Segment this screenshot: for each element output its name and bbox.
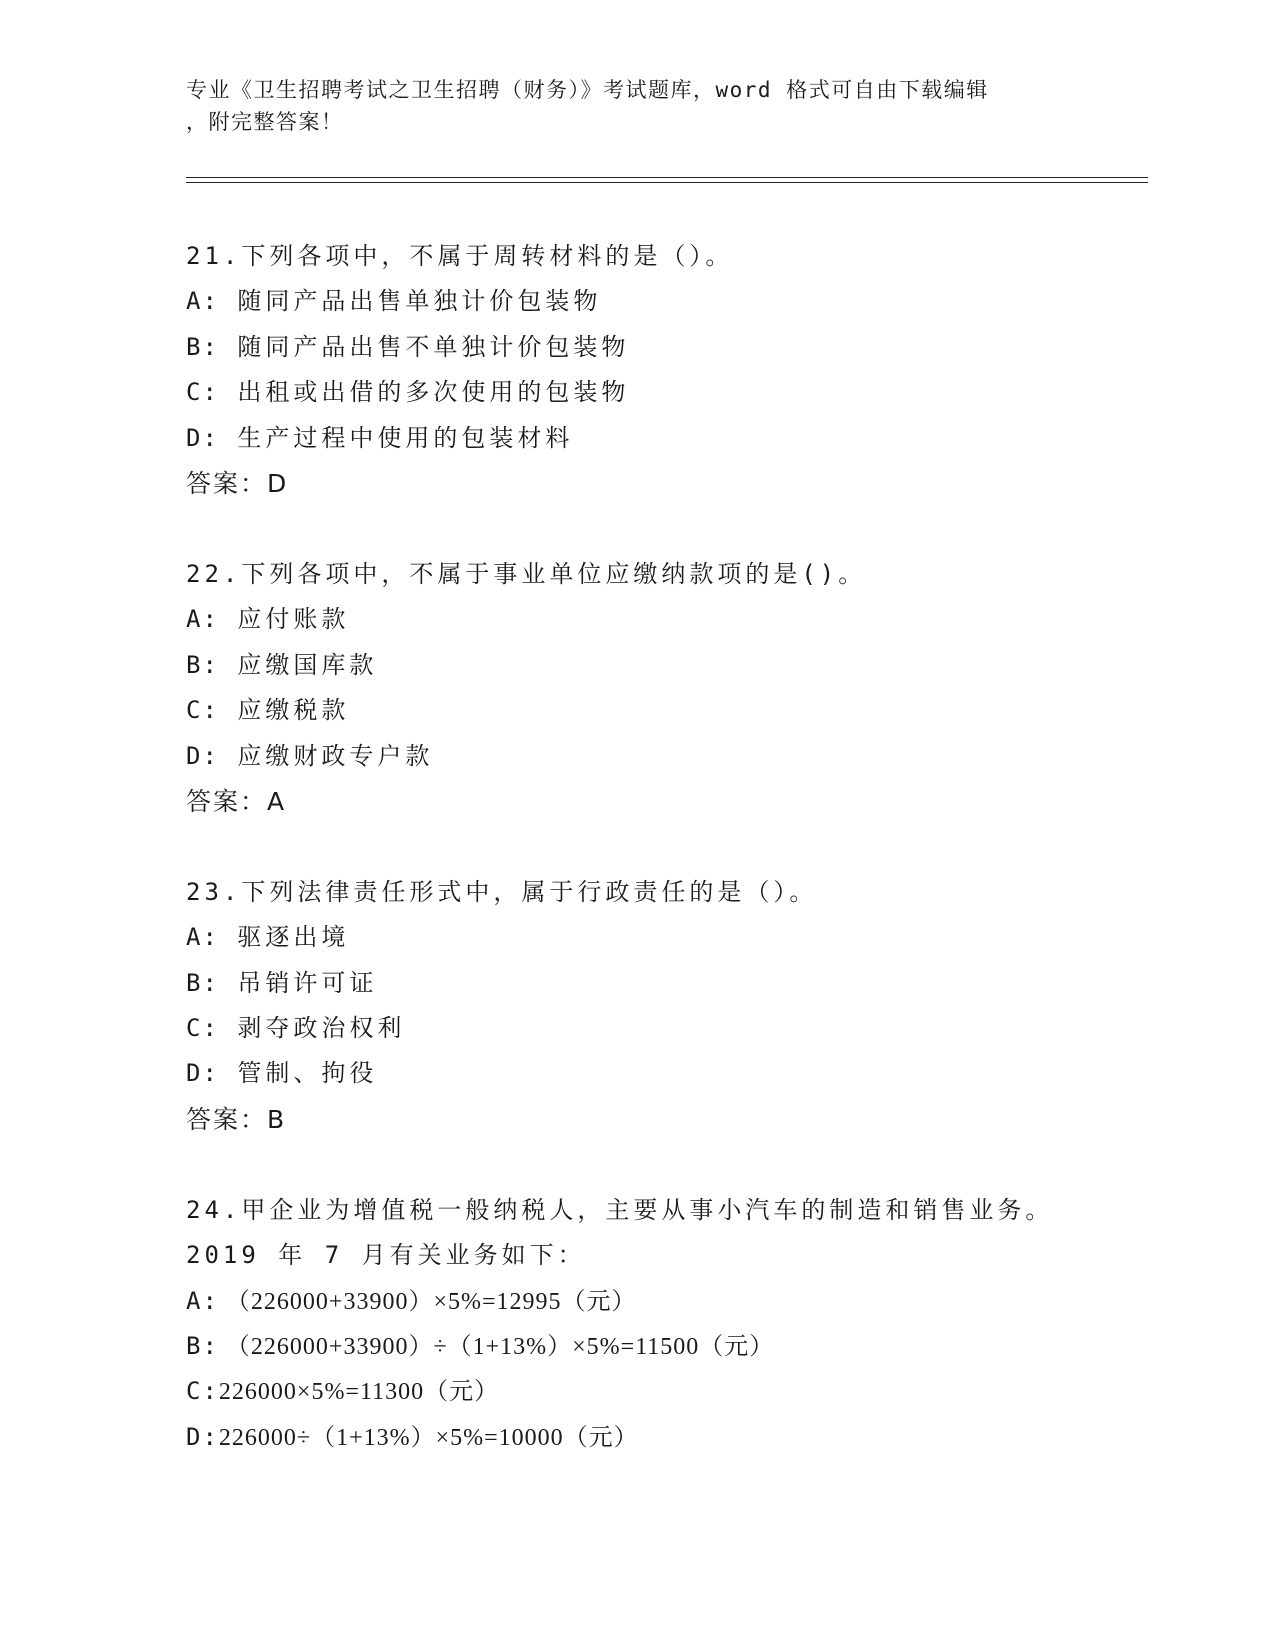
question-stem: 21.下列各项中，不属于周转材料的是（）。: [186, 242, 734, 270]
question-list: [186, 234, 1146, 1506]
option-text: 应缴财政专户款: [237, 741, 434, 770]
option-label: B:: [186, 332, 219, 361]
option-label: C:: [186, 1377, 219, 1406]
option-d: [186, 416, 1146, 461]
option-label: A:: [186, 1286, 219, 1315]
option-label: C:: [186, 1014, 219, 1043]
option-d: [186, 734, 1146, 779]
option-label: B:: [186, 650, 219, 679]
option-c: [186, 1369, 1146, 1414]
question-stem: 22.下列各项中，不属于事业单位应缴纳款项的是()。: [186, 559, 867, 588]
question-stem: 24.甲企业为增值税一般纳税人，主要从事小汽车的制造和销售业务。: [186, 1195, 1054, 1224]
option-label: D:: [186, 741, 219, 770]
header-divider-top: [186, 177, 1148, 178]
option-label: B:: [186, 968, 219, 997]
option-a: [186, 279, 1146, 324]
option-a: [186, 597, 1146, 642]
option-text: （226000+33900）×5%=12995（元）: [218, 1288, 637, 1315]
option-label: C:: [186, 696, 219, 725]
option-text: 226000÷（1+13%）×5%=10000（元）: [218, 1424, 639, 1451]
option-label: A:: [186, 287, 219, 316]
option-label: D:: [186, 423, 219, 452]
option-a: [186, 915, 1146, 960]
option-text: 226000×5%=11300（元）: [218, 1379, 500, 1406]
option-text: 应缴国库款: [237, 650, 378, 679]
option-text: 驱逐出境: [237, 923, 350, 952]
option-b: [186, 643, 1146, 688]
option-text: 吊销许可证: [237, 968, 378, 997]
option-text: 应缴税款: [237, 696, 350, 725]
option-text: （226000+33900）÷（1+13%）×5%=11500（元）: [218, 1334, 775, 1361]
option-label: D:: [186, 1059, 219, 1088]
option-label: A:: [186, 923, 219, 952]
option-text: 剥夺政治权利: [237, 1014, 406, 1043]
option-text: 生产过程中使用的包装材料: [237, 423, 574, 452]
option-label: B:: [186, 1332, 219, 1361]
option-label: C:: [186, 378, 219, 407]
question-22: [186, 552, 1146, 824]
option-text: 应付账款: [237, 605, 350, 634]
header-line-2: ，附完整答案！: [186, 110, 344, 134]
header-divider-bottom: [186, 182, 1148, 183]
option-b: [186, 325, 1146, 370]
option-b: [186, 961, 1146, 1006]
answer-line: 答案：A: [186, 786, 287, 816]
option-text: 管制、拘役: [237, 1059, 378, 1088]
option-text: 出租或出借的多次使用的包装物: [237, 378, 630, 407]
question-23: [186, 870, 1146, 1142]
option-d: [186, 1415, 1146, 1460]
option-c: [186, 688, 1146, 733]
option-text: 随同产品出售单独计价包装物: [237, 287, 602, 316]
option-a: [186, 1279, 1146, 1324]
option-label: A:: [186, 605, 219, 634]
option-d: [186, 1051, 1146, 1096]
option-c: [186, 370, 1146, 415]
answer-line: 答案：B: [186, 1104, 287, 1134]
question-24: [186, 1188, 1146, 1460]
answer-line: 答案：D: [186, 468, 289, 498]
option-b: [186, 1324, 1146, 1369]
option-c: [186, 1006, 1146, 1051]
document-header: [186, 74, 1086, 138]
option-label: D:: [186, 1422, 219, 1451]
header-line-1: 专业《卫生招聘考试之卫生招聘（财务）》考试题库，word 格式可自由下载编辑: [186, 78, 989, 102]
question-stem: 23.下列法律责任形式中，属于行政责任的是（）。: [186, 877, 818, 906]
question-21: [186, 234, 1146, 506]
option-text: 随同产品出售不单独计价包装物: [237, 332, 630, 361]
question-stem-continued: 2019 年 7 月有关业务如下：: [186, 1241, 586, 1270]
